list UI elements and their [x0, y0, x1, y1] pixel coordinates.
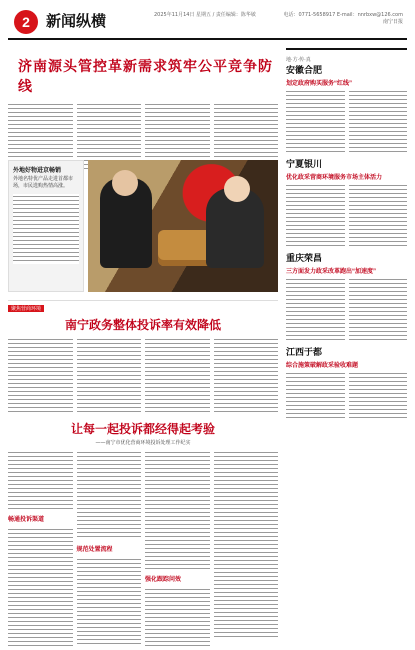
text-column: [8, 527, 73, 647]
column-4: [214, 450, 279, 650]
text-column: [77, 337, 142, 415]
market-photo[interactable]: [88, 160, 278, 292]
sidebar-columns: [286, 183, 407, 247]
text-column: [349, 89, 408, 153]
brand-mark: 南宁日报: [382, 19, 403, 25]
sidebar-subtitle: 三方面发力政采改革跑出“加速度”: [286, 269, 377, 275]
photo-caption: [8, 160, 84, 292]
text-column: [286, 371, 345, 421]
caption-body: [13, 194, 79, 264]
text-column: [8, 450, 73, 510]
sidebar-section-label: 地·方·传·真: [286, 57, 311, 63]
face-left: [112, 170, 138, 196]
masthead: [8, 8, 407, 46]
sidebar-columns: [286, 277, 407, 341]
text-column: [77, 557, 142, 647]
sidebar: [286, 48, 407, 640]
sidebar-title: 安徽合肥: [286, 65, 323, 75]
sidebar-columns: [286, 371, 407, 421]
sidebar-title: 宁夏银川: [286, 159, 323, 169]
sidebar-item-rongchang[interactable]: [286, 253, 407, 341]
mini-heading-2: 规范处置流程: [76, 547, 113, 553]
text-column: [286, 277, 345, 341]
sidebar-subtitle: 优化政采营商环境服务市场主体活力: [286, 175, 383, 181]
sidebar-title: 重庆荣昌: [286, 253, 323, 263]
text-column: [145, 587, 210, 647]
section-investment: [8, 300, 278, 415]
photo-caption-text: 外地名特优产品走进首都市场，市民选购热情高涨。: [13, 176, 74, 189]
section-tag-pill: 聚焦营商环境: [8, 305, 44, 312]
text-column: [145, 450, 210, 570]
sidebar-title: 江西于都: [286, 347, 323, 357]
sidebar-columns: [286, 89, 407, 153]
sidebar-item-hefei[interactable]: [286, 56, 407, 153]
photo-block: [8, 160, 278, 292]
section3-subhead: ——南宁市优化营商环境投诉处理工作纪实: [95, 440, 191, 446]
text-column: [77, 450, 142, 540]
text-column: [8, 337, 73, 415]
section-complaints: [8, 420, 278, 640]
sidebar-rule: [286, 48, 407, 50]
text-column: [214, 337, 279, 415]
text-column: [349, 277, 408, 341]
masthead-rule: [8, 38, 407, 40]
column-3: [145, 450, 210, 650]
contact-line: 电话：0771-5658917 E-mail：nnrbxw@126.com: [283, 12, 403, 18]
section-title: 新闻纵横: [46, 14, 107, 30]
mini-heading-1: 畅通投诉渠道: [8, 517, 45, 523]
face-right: [224, 176, 250, 202]
column-2: [77, 450, 142, 650]
sidebar-subtitle: 综合施策破解政采验收难题: [286, 363, 359, 369]
column-1: [8, 450, 73, 650]
main-content: [8, 48, 278, 640]
masthead-meta: 2025年11月14日 星期五 / 责任编辑：陈华敏: [154, 12, 256, 18]
text-column: [349, 371, 408, 421]
section3-headline[interactable]: 让每一起投诉都经得起考验: [70, 422, 215, 436]
sidebar-item-yinchuan[interactable]: [286, 159, 407, 247]
section2-headline[interactable]: 南宁政务整体投诉率有效降低: [64, 318, 221, 332]
text-column: [214, 450, 279, 640]
text-column: [286, 89, 345, 153]
page-number-badge: 2: [14, 10, 38, 34]
sidebar-subtitle: 划定政府购买服务“红线”: [286, 81, 353, 87]
mini-heading-3: 强化跟踪问效: [145, 577, 182, 583]
section2-columns: [8, 337, 278, 415]
photo-caption-title: 外地好物进京畅销: [13, 168, 62, 174]
section-tag: [8, 305, 278, 312]
text-column: [145, 337, 210, 415]
text-column: [349, 183, 408, 247]
masthead-right: [283, 12, 403, 26]
text-column: [286, 183, 345, 247]
sidebar-item-yudu[interactable]: [286, 347, 407, 421]
section3-columns: [8, 450, 278, 650]
lead-headline[interactable]: 济南源头管控革新需求筑牢公平竞争防线: [18, 60, 273, 95]
